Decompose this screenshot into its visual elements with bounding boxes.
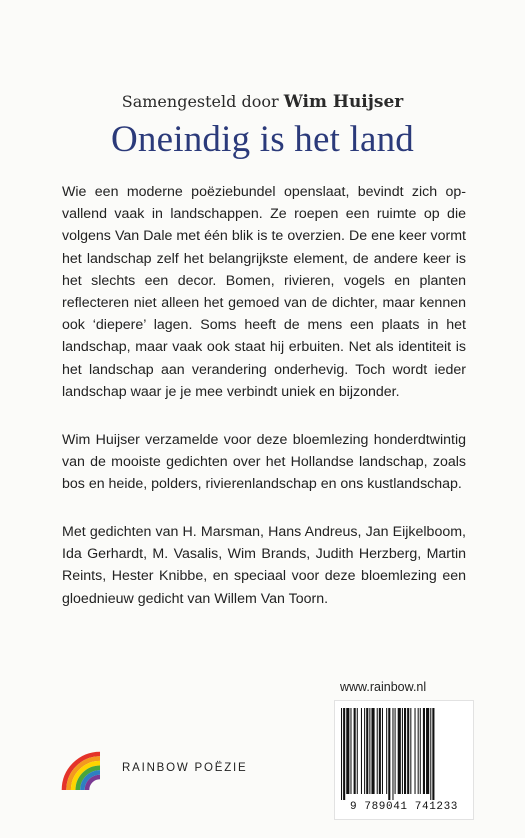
barcode-bar <box>341 708 342 800</box>
barcode-bar <box>386 708 387 794</box>
barcode-bar <box>379 708 381 794</box>
author-name: Wim Huijser <box>283 92 404 112</box>
isbn-number: 9 789041 741233 <box>349 801 459 813</box>
barcode-bar <box>366 708 368 794</box>
barcode-bar <box>361 708 362 794</box>
barcode-bar <box>398 708 401 794</box>
barcode-bar <box>418 708 419 794</box>
barcode-bar <box>402 708 403 794</box>
barcode-bar <box>369 708 370 794</box>
barcode-bar <box>382 708 383 794</box>
barcode-bar <box>357 708 358 794</box>
barcode-bar <box>343 708 345 800</box>
blurb-paragraph-2: Wim Huijser verzamelde voor deze bloemlezing honderdtwintig van de mooiste gedichten over het Hollandse landschap, zoals bos en heide, polders, rivierenlandschap en ons kustlandschap. <box>62 432 466 493</box>
barcode-bar <box>388 708 390 800</box>
byline <box>0 92 525 112</box>
barcode-bar <box>371 708 374 794</box>
barcode-bar <box>346 708 349 794</box>
barcode-bar <box>350 708 351 794</box>
rainbow-icon <box>60 746 108 794</box>
barcode-bar <box>420 708 421 794</box>
barcode-bars-icon <box>341 708 467 800</box>
barcode-bar <box>404 708 406 794</box>
blurb-paragraph-3: Met gedichten van H. Marsman, Hans Andreus, Jan Eijkelboom, Ida Gerhardt, M. Vasalis, Wim Brands, Judith Herzberg, Martin Reints, Hester Knibbe, en speciaal voor deze bloemlezing een gloednieuw gedicht van Willem Van Toorn. <box>62 524 466 607</box>
barcode-bar <box>395 708 396 794</box>
barcode-bar <box>377 708 378 794</box>
isbn-barcode <box>334 700 474 820</box>
rainbow-logo <box>60 746 108 799</box>
barcode-bar <box>392 708 393 800</box>
barcode-bar <box>410 708 411 794</box>
barcode-bar <box>354 708 356 794</box>
publisher-website: www.rainbow.nl <box>340 680 427 694</box>
barcode-bar <box>415 708 416 794</box>
byline-prefix: Samengesteld door <box>121 92 279 111</box>
barcode-bar <box>364 708 365 794</box>
imprint-name: RAINBOW POËZIE <box>122 762 248 774</box>
barcode-bar <box>426 708 429 794</box>
book-title: Oneindig is het land <box>110 119 415 160</box>
barcode-bar <box>407 708 409 794</box>
barcode-bar <box>423 708 425 794</box>
barcode-bar <box>432 708 434 800</box>
barcode-bar <box>430 708 431 800</box>
blurb-paragraph-1: Wie een moderne poëziebundel openslaat, bevindt zich opvallend vaak in landschappen. Ze roepen een ruimte op die volgens Van Dale met één blik is te overzien. De ene keer vormt het landschap zelf het belangrijkste element, de andere keer is het slechts een decor. Bomen, rivieren, vogels en planten reflecteren niet alleen het gemoed van de dichter, maar kennen ook ‘diepere’ lagen. Soms heeft de mens een plaats in het landschap, maar vaak ook staat hij erbuiten. Net als identiteit is het landschap aan verandering onderhevig. Toch wordt ieder landschap waar je je mee verbindt uniek en bijzonder. <box>62 184 466 400</box>
